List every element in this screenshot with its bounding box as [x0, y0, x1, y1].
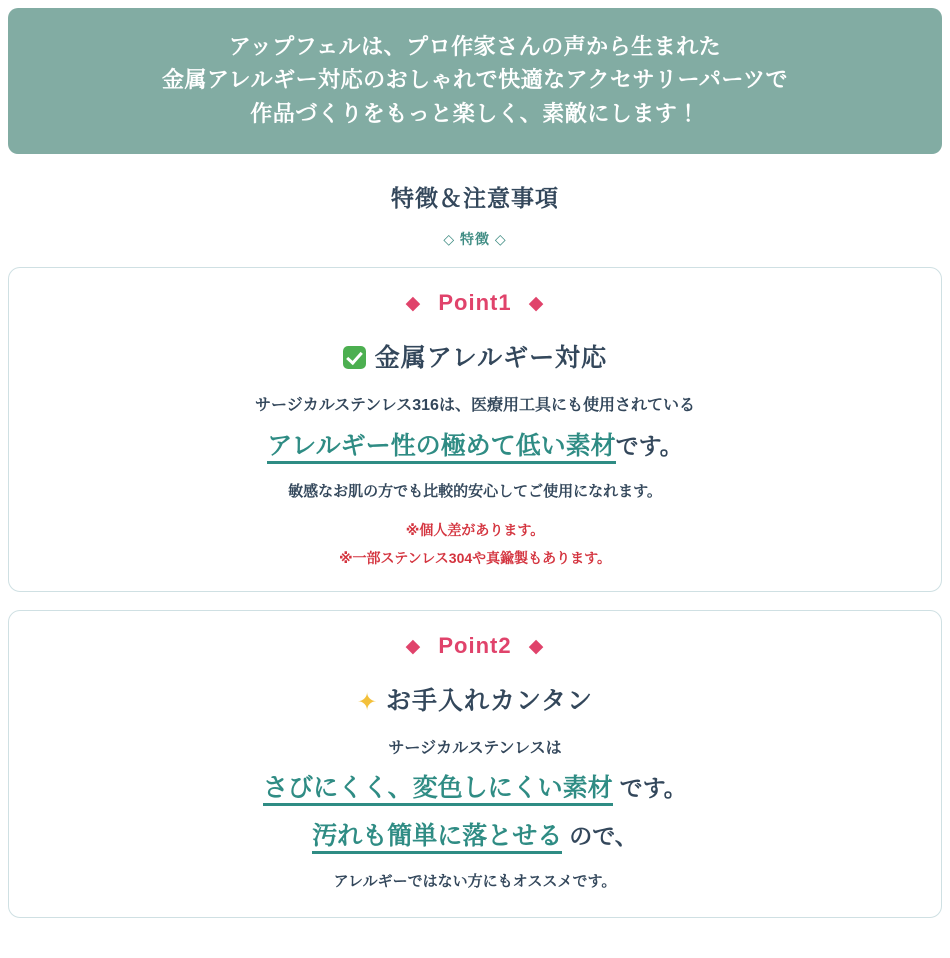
card-heading-2-text: お手入れカンタン [386, 687, 594, 716]
diamond-icon: ◆ [405, 636, 422, 658]
card-1-note-1: ※個人差があります。 [405, 521, 545, 538]
point-label-1-text: Point1 [438, 290, 512, 316]
card-1-highlight-row [27, 428, 923, 466]
card-heading-1 [27, 338, 923, 374]
card-2-highlight2-row [27, 818, 923, 856]
feature-card-point2 [8, 610, 942, 918]
section-title: 特徴＆注意事項 [391, 185, 559, 212]
card-2-highlight-tail: です。 [619, 775, 687, 802]
point-label-2-text: Point2 [438, 633, 512, 659]
diamond-icon: ◆ [528, 293, 545, 315]
page-root [0, 8, 950, 958]
card-2-body: アレルギーではない方にもオススメです。 [333, 873, 617, 891]
feature-card-point1 [8, 267, 942, 592]
hero-banner [8, 8, 942, 154]
card-2-highlight-row [27, 770, 923, 808]
point-label-1 [27, 290, 923, 316]
card-2-highlight-2: 汚れも簡単に落とせる [312, 822, 562, 854]
point-label-2 [27, 633, 923, 659]
card-1-body: 敏感なお肌の方でも比較的安心してご使用になれます。 [288, 483, 662, 500]
section-subtitle: ◇ 特徴 ◇ [443, 231, 507, 248]
card-2-highlight: さびにくく、変色しにくい素材 [263, 774, 613, 806]
hero-line-1: アップフェルは、プロ作家さんの声から生まれた [228, 34, 722, 59]
card-2-lead: サージカルステンレスは [388, 740, 562, 758]
card-heading-2 [27, 681, 923, 717]
sparkles-icon: ✦ [356, 689, 379, 717]
hero-line-2: 金属アレルギー対応のおしゃれで快適なアクセサリーパーツで [162, 67, 788, 93]
card-1-highlight: アレルギー性の極めて低い素材 [267, 432, 615, 464]
diamond-icon: ◆ [405, 293, 422, 315]
card-heading-1-text: 金属アレルギー対応 [374, 344, 608, 373]
card-1-lead: サージカルステンレス316は、医療用工具にも使用されている [255, 397, 695, 415]
card-1-note-2: ※一部ステンレス304や真鍮製もあります。 [338, 549, 612, 566]
card-2-highlight-2-tail: ので、 [569, 822, 638, 849]
hero-line-3: 作品づくりをもっと楽しく、素敵にします！ [250, 100, 700, 126]
card-1-highlight-tail: です。 [615, 432, 683, 459]
diamond-icon: ◆ [528, 636, 545, 658]
check-mark-icon [343, 346, 366, 369]
